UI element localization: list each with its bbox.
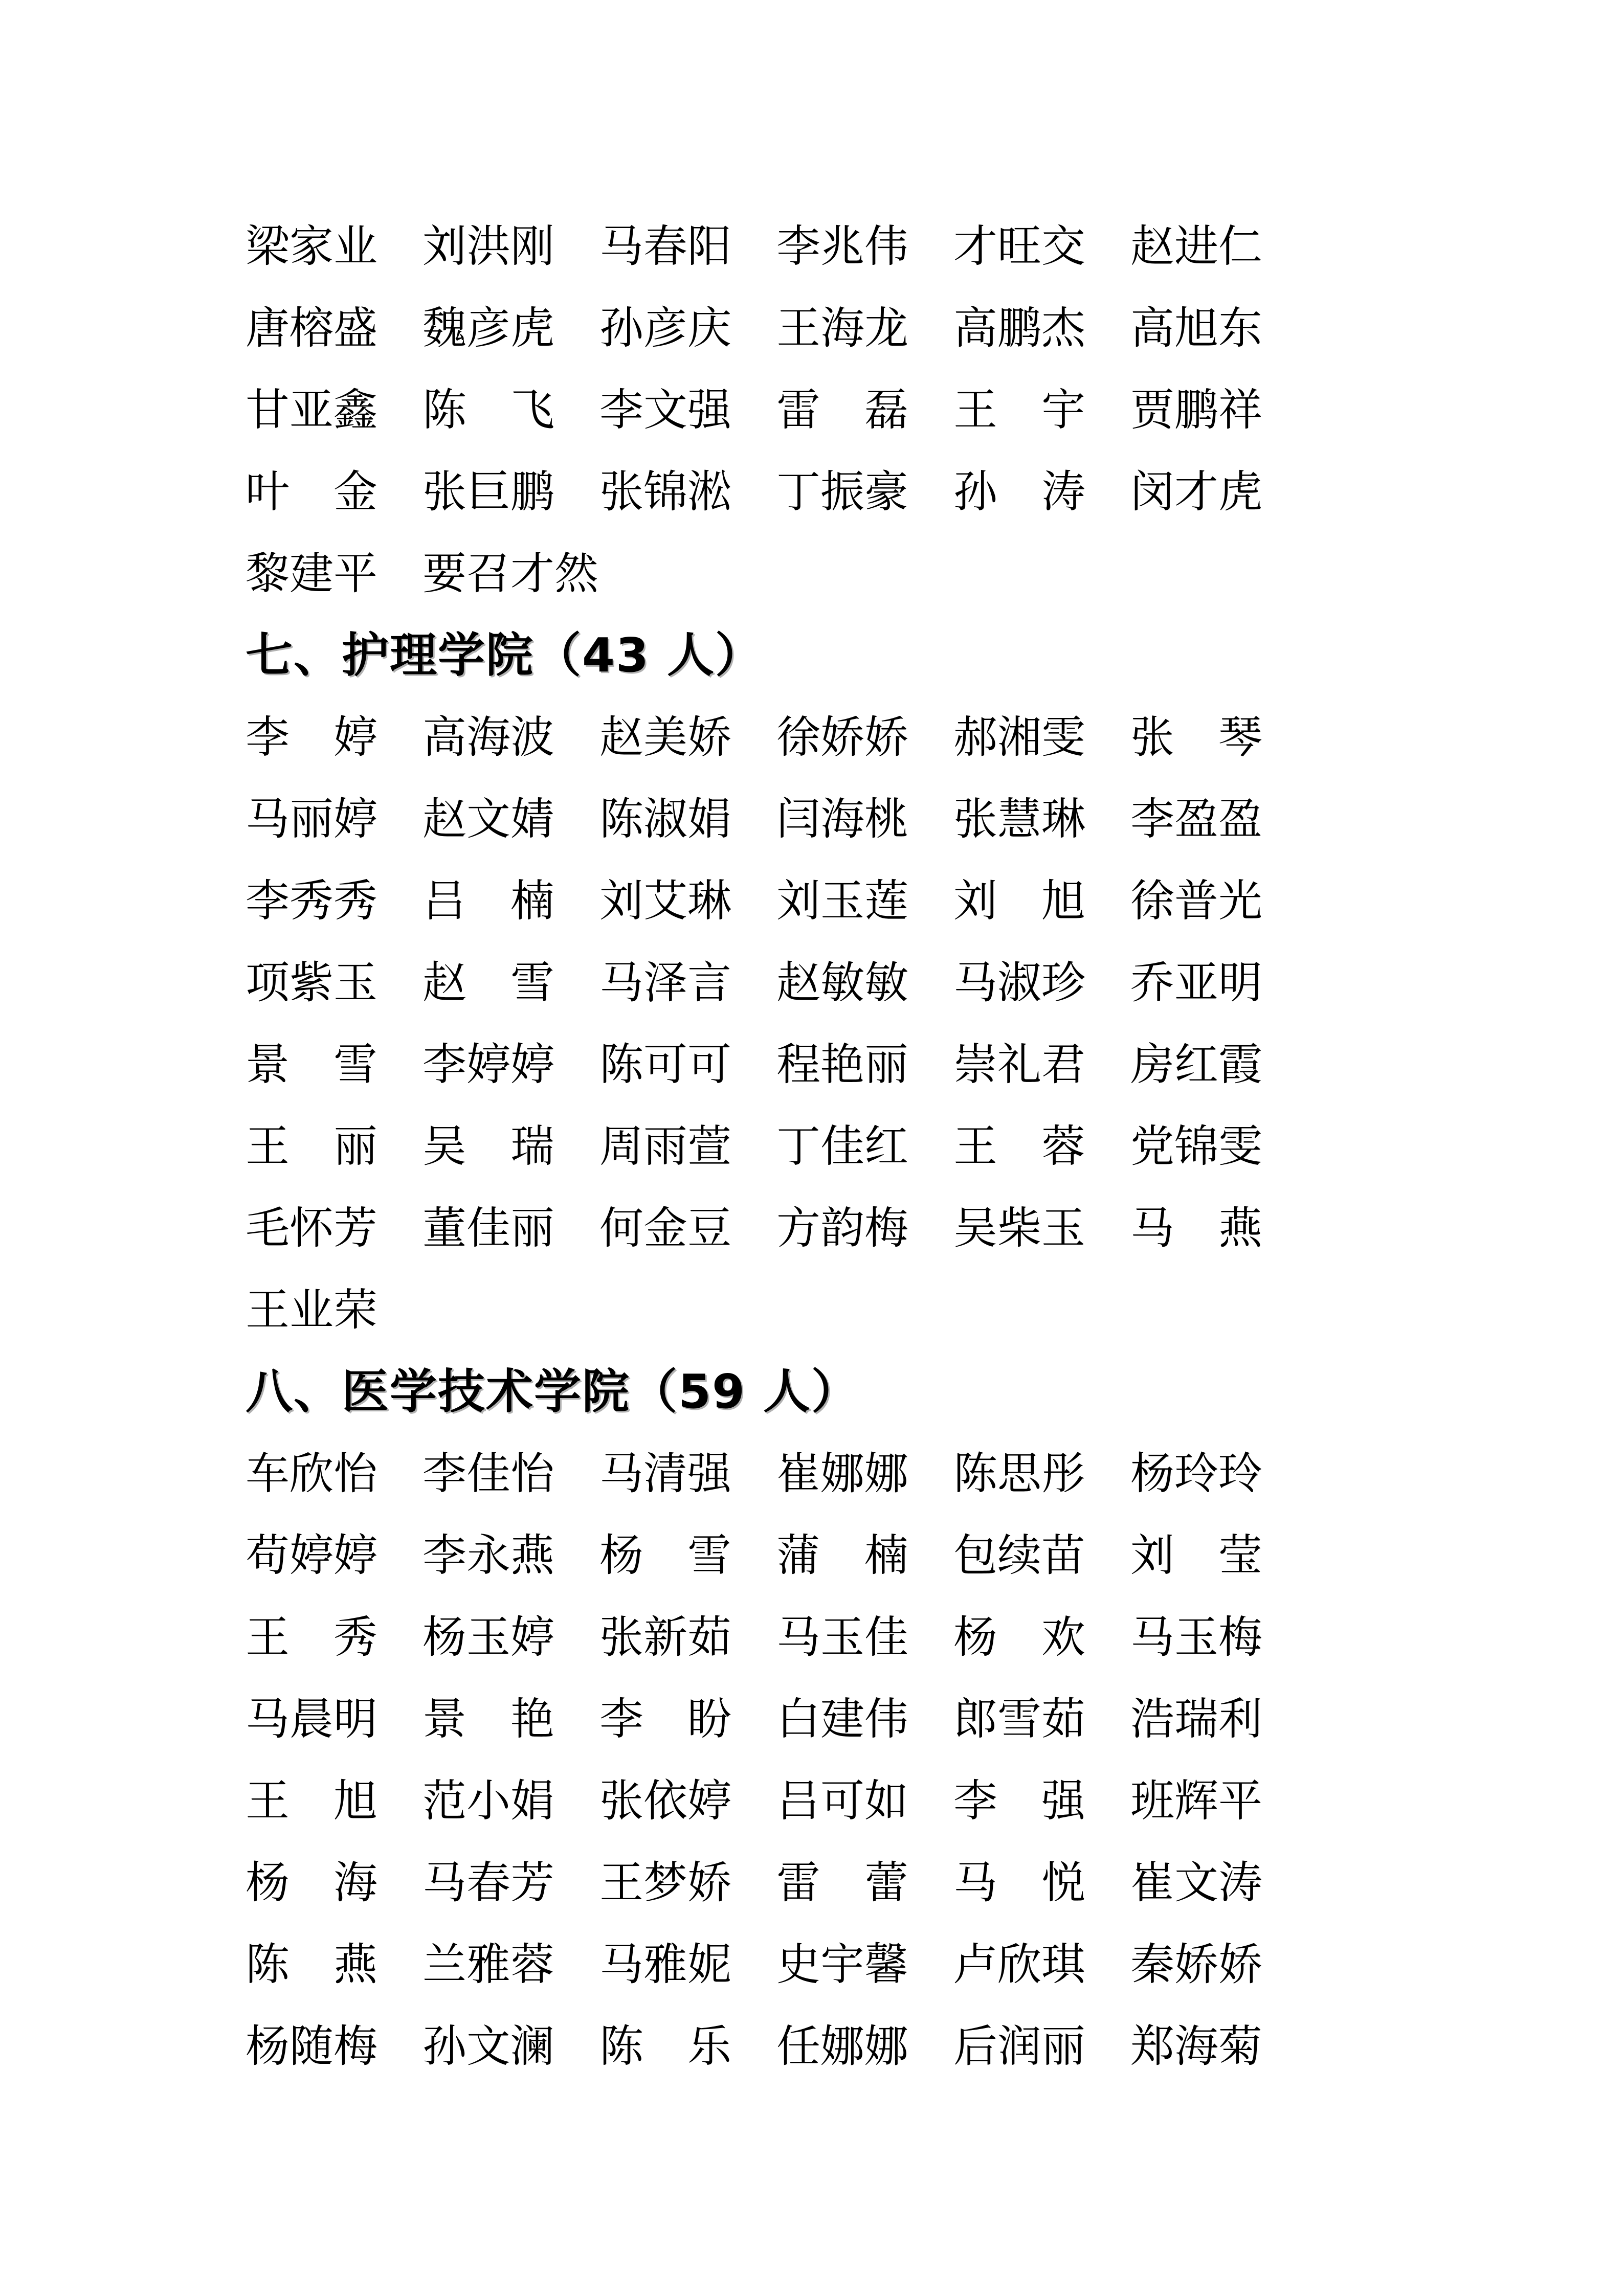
student-name: 高鹏杰 (953, 303, 1085, 354)
student-name: 李佳怡 (422, 1448, 554, 1499)
name-row (246, 1678, 1473, 1760)
name-row (246, 1596, 1473, 1678)
name-row (246, 1269, 1473, 1351)
student-name: 乔亚明 (1130, 957, 1262, 1008)
student-name: 陈思彤 (953, 1448, 1085, 1499)
student-name: 马 悦 (953, 1857, 1085, 1908)
student-name: 闵才虎 (1130, 466, 1262, 517)
student-name: 吕 楠 (422, 875, 554, 927)
student-name: 后润丽 (953, 2021, 1085, 2072)
student-name: 杨玲玲 (1130, 1448, 1262, 1499)
name-row (246, 533, 1473, 615)
student-name: 吴 瑞 (422, 1121, 554, 1172)
student-name: 房红霞 (1130, 1039, 1262, 1090)
student-name: 白建伟 (776, 1694, 908, 1745)
student-name: 张巨鹏 (422, 466, 554, 517)
student-name: 马玉梅 (1130, 1612, 1262, 1663)
student-name: 李盈盈 (1130, 794, 1262, 845)
student-name: 何金豆 (599, 1203, 731, 1254)
student-name: 魏彦虎 (422, 303, 554, 354)
student-name: 杨 海 (246, 1857, 377, 1908)
student-name: 甘亚鑫 (246, 385, 377, 436)
student-name: 崔文涛 (1130, 1857, 1262, 1908)
student-name: 程艳丽 (776, 1039, 908, 1090)
student-name: 范小娟 (422, 1775, 554, 1827)
student-name: 郑海菊 (1130, 2021, 1262, 2072)
student-name: 赵文婧 (422, 794, 554, 845)
student-name: 张慧琳 (953, 794, 1085, 845)
student-name: 王 宇 (953, 385, 1085, 436)
student-name: 杨 欢 (953, 1612, 1085, 1663)
name-row (246, 451, 1473, 533)
student-name: 包续苗 (953, 1530, 1085, 1581)
name-row (246, 778, 1473, 860)
name-row (246, 369, 1473, 451)
student-name: 赵进仁 (1130, 221, 1262, 272)
student-name: 卢欣琪 (953, 1939, 1085, 1990)
student-name: 王业荣 (246, 1285, 377, 1336)
student-name: 杨玉婷 (422, 1612, 554, 1663)
student-name: 兰雅蓉 (422, 1939, 554, 1990)
student-name: 马清强 (599, 1448, 731, 1499)
student-name: 马泽言 (599, 957, 731, 1008)
student-name: 高旭东 (1130, 303, 1262, 354)
student-name: 刘艾琳 (599, 875, 731, 927)
student-name: 李永燕 (422, 1530, 554, 1581)
student-name: 赵美娇 (599, 712, 731, 763)
name-row (246, 1024, 1473, 1106)
student-name: 刘 旭 (953, 875, 1085, 927)
student-name: 郎雪茹 (953, 1694, 1085, 1745)
section-heading: 八、医学技术学院（59 人） (246, 1364, 860, 1419)
student-name: 马玉佳 (776, 1612, 908, 1663)
student-name: 张锦淞 (599, 466, 731, 517)
student-name: 张新茹 (599, 1612, 731, 1663)
student-name: 马春阳 (599, 221, 731, 272)
name-row (246, 1515, 1473, 1596)
student-name: 李 婷 (246, 712, 377, 763)
name-row (246, 2006, 1473, 2087)
student-name: 杨随梅 (246, 2021, 377, 2072)
student-name: 马 燕 (1130, 1203, 1262, 1254)
name-row (246, 1760, 1473, 1842)
student-name: 王 旭 (246, 1775, 377, 1827)
document-content (246, 206, 1473, 2087)
student-name: 史宇馨 (776, 1939, 908, 1990)
student-name: 秦娇娇 (1130, 1939, 1262, 1990)
student-name: 马丽婷 (246, 794, 377, 845)
student-name: 景 雪 (246, 1039, 377, 1090)
student-name: 要召才然 (422, 548, 598, 599)
name-row (246, 942, 1473, 1024)
student-name: 丁佳红 (776, 1121, 908, 1172)
student-name: 周雨萱 (599, 1121, 731, 1172)
student-name: 蒲 楠 (776, 1530, 908, 1581)
student-name: 苟婷婷 (246, 1530, 377, 1581)
student-name: 马春芳 (422, 1857, 554, 1908)
student-name: 刘玉莲 (776, 875, 908, 927)
student-name: 孙文澜 (422, 2021, 554, 2072)
student-name: 梁家业 (246, 221, 377, 272)
student-name: 闫海桃 (776, 794, 908, 845)
student-name: 马雅妮 (599, 1939, 731, 1990)
student-name: 陈 燕 (246, 1939, 377, 1990)
student-name: 马淑珍 (953, 957, 1085, 1008)
student-name: 雷 磊 (776, 385, 908, 436)
student-name: 孙彦庆 (599, 303, 731, 354)
student-name: 党锦雯 (1130, 1121, 1262, 1172)
section-heading: 七、护理学院（43 人） (246, 628, 764, 683)
name-row (246, 1842, 1473, 1924)
student-name: 孙 涛 (953, 466, 1085, 517)
student-name: 刘 莹 (1130, 1530, 1262, 1581)
student-name: 张 琴 (1130, 712, 1262, 763)
student-name: 徐娇娇 (776, 712, 908, 763)
student-name: 李文强 (599, 385, 731, 436)
student-name: 李兆伟 (776, 221, 908, 272)
student-name: 赵敏敏 (776, 957, 908, 1008)
student-name: 陈可可 (599, 1039, 731, 1090)
student-name: 雷 蕾 (776, 1857, 908, 1908)
student-name: 吴柴玉 (953, 1203, 1085, 1254)
name-row (246, 287, 1473, 369)
name-row (246, 696, 1473, 778)
student-name: 陈淑娟 (599, 794, 731, 845)
student-name: 陈 乐 (599, 2021, 731, 2072)
student-name: 车欣怡 (246, 1448, 377, 1499)
student-name: 黎建平 (246, 548, 377, 599)
student-name: 浩瑞利 (1130, 1694, 1262, 1745)
student-name: 徐普光 (1130, 875, 1262, 927)
student-name: 张依婷 (599, 1775, 731, 1827)
student-name: 景 艳 (422, 1694, 554, 1745)
name-row (246, 1924, 1473, 2006)
student-name: 马晨明 (246, 1694, 377, 1745)
student-name: 吕可如 (776, 1775, 908, 1827)
student-name: 贾鹏祥 (1130, 385, 1262, 436)
student-name: 唐榕盛 (246, 303, 377, 354)
name-row (246, 206, 1473, 287)
name-row (246, 860, 1473, 942)
student-name: 崇礼君 (953, 1039, 1085, 1090)
name-row (246, 1106, 1473, 1187)
student-name: 王 丽 (246, 1121, 377, 1172)
student-name: 李 盼 (599, 1694, 731, 1745)
student-name: 方韵梅 (776, 1203, 908, 1254)
student-name: 项紫玉 (246, 957, 377, 1008)
student-name: 陈 飞 (422, 385, 554, 436)
student-name: 才旺交 (953, 221, 1085, 272)
student-name: 高海波 (422, 712, 554, 763)
student-name: 杨 雪 (599, 1530, 731, 1581)
student-name: 李秀秀 (246, 875, 377, 927)
student-name: 班辉平 (1130, 1775, 1262, 1827)
student-name: 刘洪刚 (422, 221, 554, 272)
name-row (246, 1187, 1473, 1269)
student-name: 任娜娜 (776, 2021, 908, 2072)
student-name: 赵 雪 (422, 957, 554, 1008)
student-name: 毛怀芳 (246, 1203, 377, 1254)
student-name: 王梦娇 (599, 1857, 731, 1908)
student-name: 丁振豪 (776, 466, 908, 517)
student-name: 叶 金 (246, 466, 377, 517)
student-name: 崔娜娜 (776, 1448, 908, 1499)
student-name: 董佳丽 (422, 1203, 554, 1254)
student-name: 王海龙 (776, 303, 908, 354)
student-name: 李婷婷 (422, 1039, 554, 1090)
student-name: 郝湘雯 (953, 712, 1085, 763)
student-name: 王 蓉 (953, 1121, 1085, 1172)
student-name: 李 强 (953, 1775, 1085, 1827)
student-name: 王 秀 (246, 1612, 377, 1663)
name-row (246, 1433, 1473, 1515)
